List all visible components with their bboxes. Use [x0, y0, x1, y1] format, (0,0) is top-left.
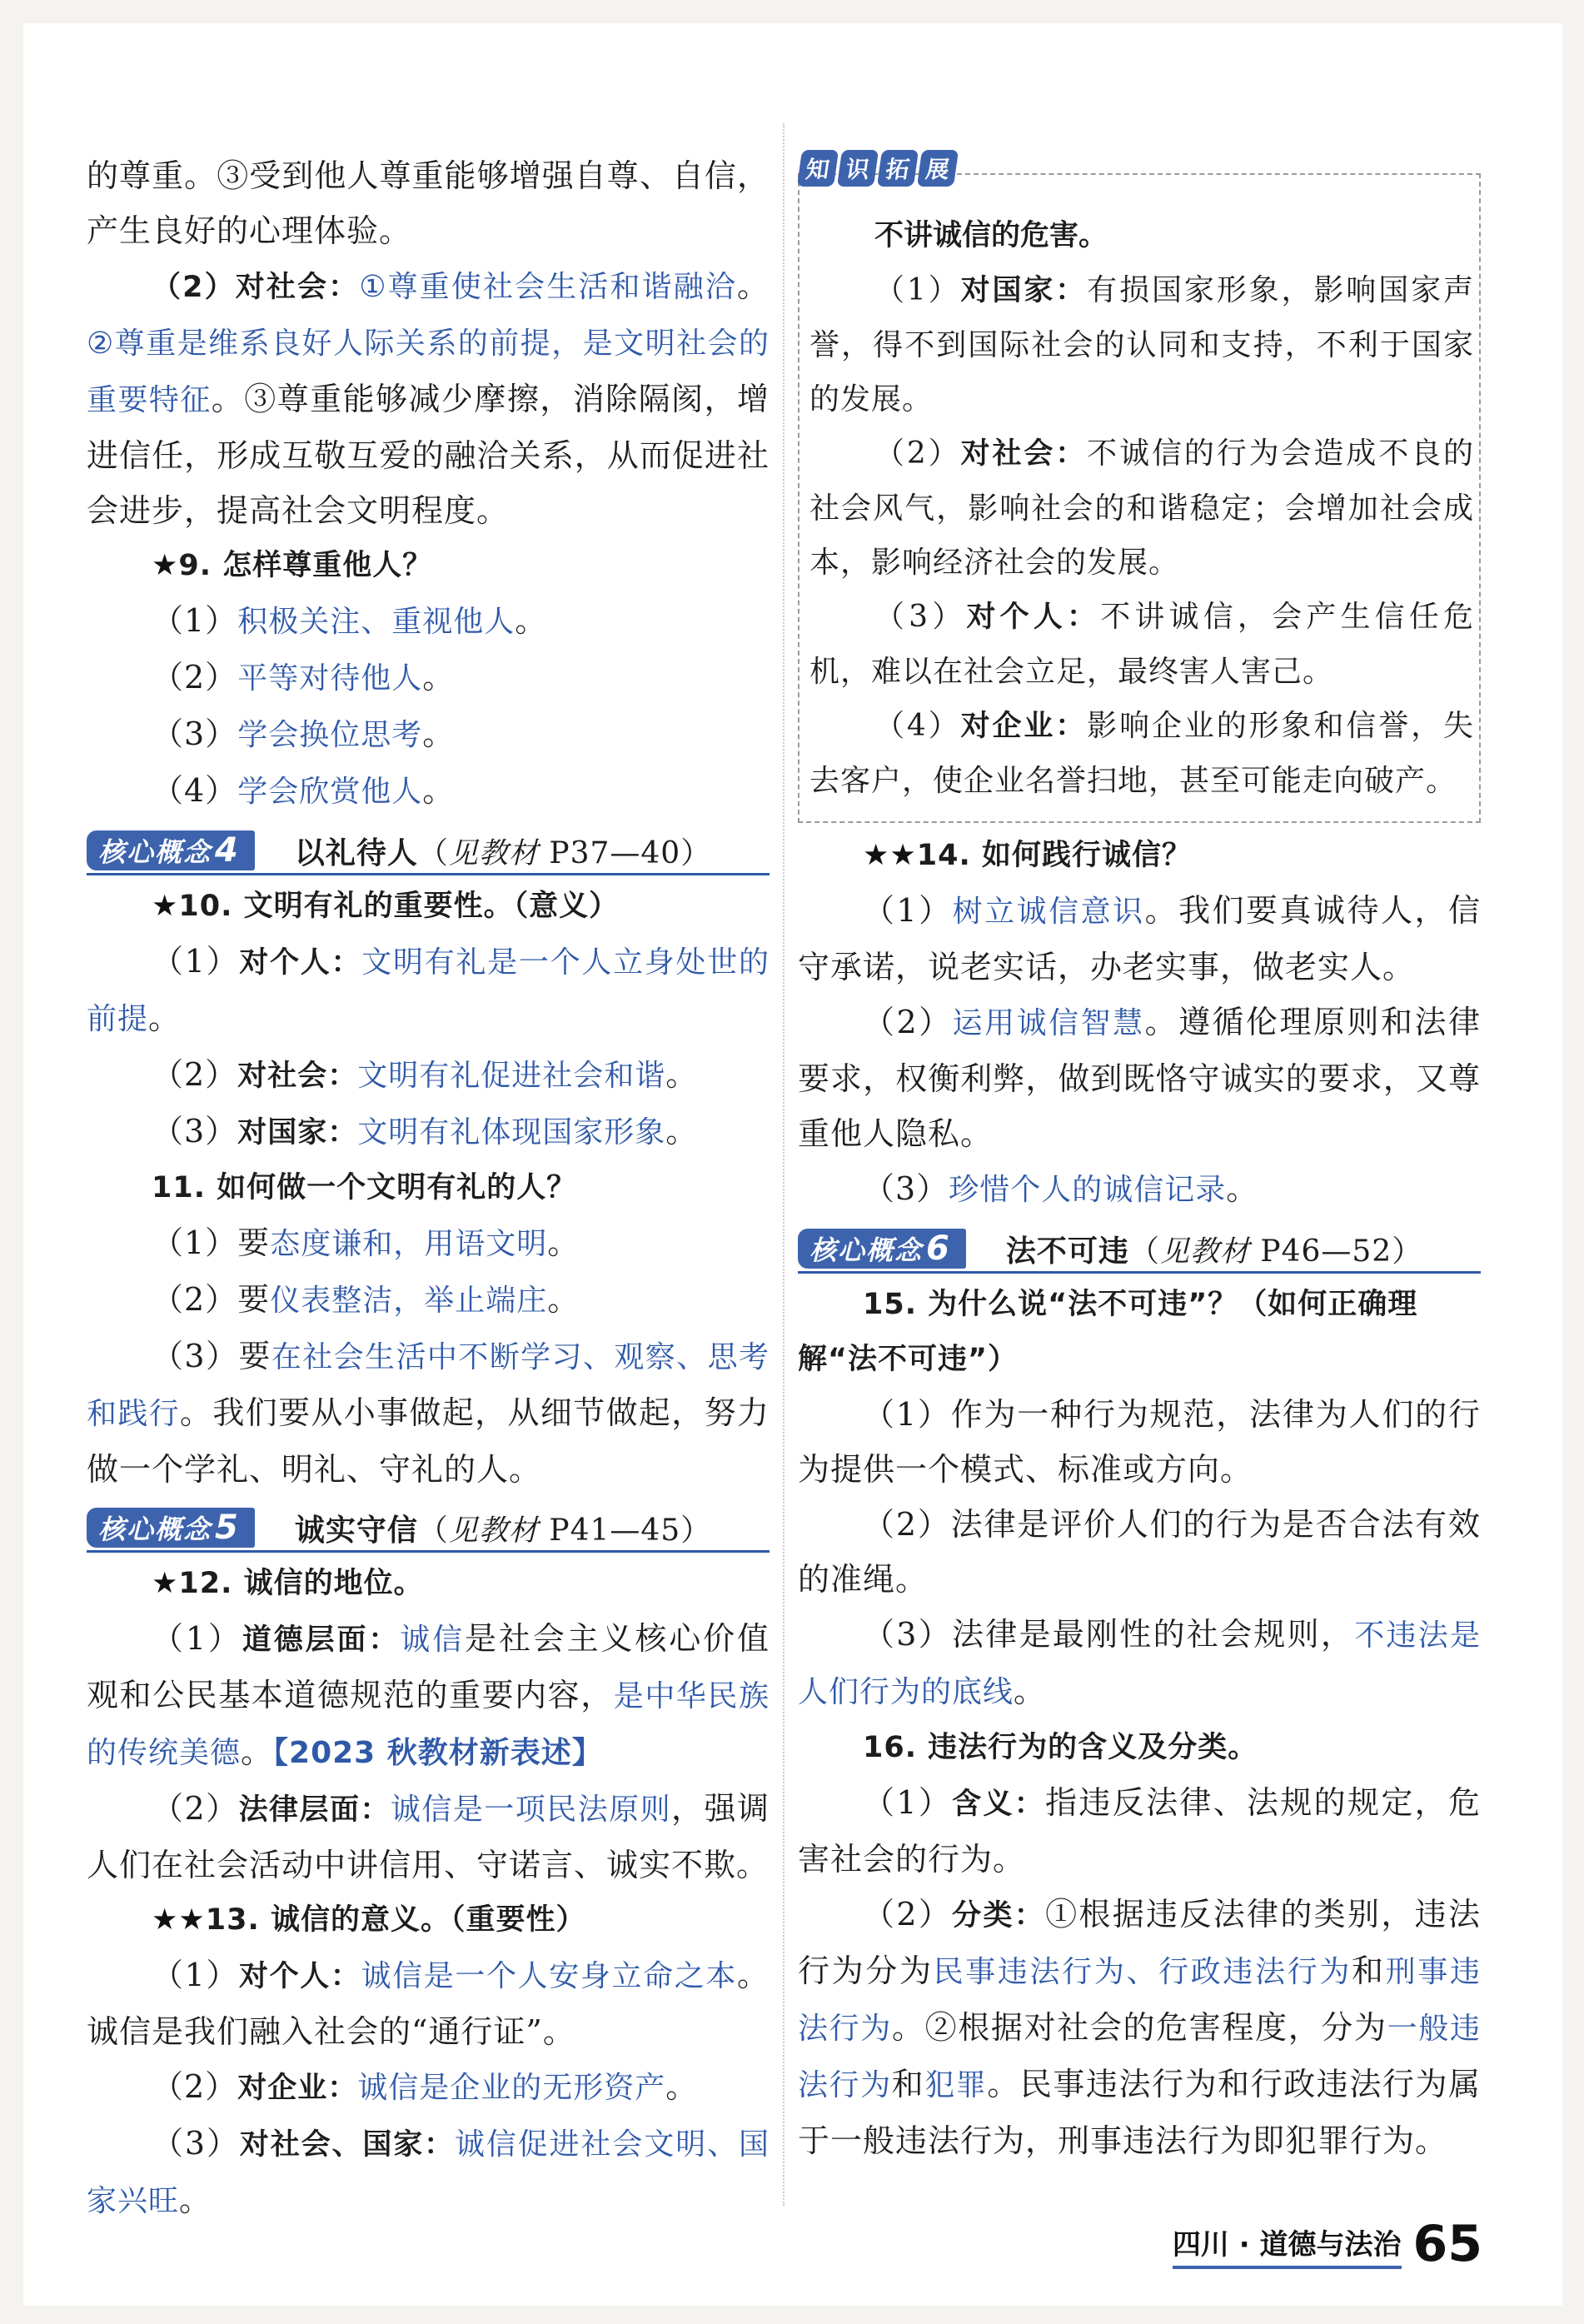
ext-tag: 识 [837, 150, 879, 187]
ext-tag: 展 [917, 150, 959, 187]
extension-title: 不讲诚信的危害。 [874, 219, 1108, 252]
q9-item-1: （1）积极关注、重视他人。 [152, 602, 548, 639]
concept-4-header [87, 828, 770, 875]
question-9-heading: ★9. 怎样尊重他人？ [152, 549, 433, 582]
concept-4-badge: 核心概念 4 [87, 830, 255, 870]
q9-item-3: （3）学会换位思考。 [152, 716, 456, 752]
concept-6-badge: 核心概念 6 [798, 1229, 966, 1269]
concept-5-title: 诚实守信（见教材 P41—45） [294, 1513, 712, 1548]
question-11-heading: 11. 如何做一个文明有礼的人？ [152, 1171, 577, 1204]
q13-item-2: （2）对企业：诚信是企业的无形资产。 [152, 2068, 699, 2105]
knowledge-extension-box [798, 156, 1481, 823]
column-divider [783, 123, 785, 2206]
intro-paragraph: 的尊重。③受到他人尊重能够增强自尊、自信，产生良好的心理体验。 [87, 157, 770, 249]
q14-item-1: （1）树立诚信意识。我们要真诚待人，信守承诺，说老实话，办老实事，做老实人。 [798, 892, 1481, 985]
textbook-page [23, 23, 1562, 2306]
q14-item-3: （3）珍惜个人的诚信记录。 [863, 1170, 1259, 1207]
ext-item-3: （3）对个人：不讲诚信，会产生信任危机，难以在社会立足，最终害人害己。 [809, 600, 1474, 689]
ext-tag: 拓 [877, 150, 919, 187]
q10-item-3: （3）对国家：文明有礼体现国家形象。 [152, 1113, 699, 1150]
q14-item-2: （2）运用诚信智慧。遵循伦理原则和法律要求，权衡利弊，做到既恪守诚实的要求，又尊重他人隐私。 [798, 1004, 1481, 1152]
ext-item-4: （4）对企业：影响企业的形象和信誉，失去客户，使企业名誉扫地，甚至可能走向破产。 [809, 709, 1474, 798]
concept-6-header [798, 1226, 1481, 1274]
question-16-heading: 16. 违法行为的含义及分类。 [863, 1731, 1258, 1764]
respect-society-paragraph: （2）对社会：①尊重使社会生活和谐融洽。②尊重是维系良好人际关系的前提，是文明社会的重要特征。③尊重能够减少摩擦，消除隔阂，增进信任，形成互敬互爱的融洽关系，从而促进社会进步，提高社会文明程度。 [87, 267, 770, 529]
concept-5-badge: 核心概念 5 [87, 1508, 255, 1548]
q15-item-3: （3）法律是最刚性的社会规则，不违法是人们行为的底线。 [798, 1616, 1481, 1709]
q12-item-2: （2）法律层面：诚信是一项民法原则，强调人们在社会活动中讲信用、守诺言、诚实不欺。 [87, 1790, 770, 1883]
right-column [798, 156, 1481, 2168]
q16-item-2: （2）分类：①根据违反法律的类别，违法行为分为民事违法行为、行政违法行为和刑事违法行为。②根据对社会的危害程度，分为一般违法行为和犯罪。民事违法行为和行政违法行为属于一般违法行为，刑事违法行为即犯罪行为。 [798, 1896, 1481, 2159]
concept-6-title: 法不可违（见教材 P46—52） [1005, 1234, 1423, 1269]
q13-item-1: （1）对个人：诚信是一个人安身立命之本。诚信是我们融入社会的“通行证”。 [87, 1957, 770, 2050]
q11-item-3: （3）要在社会生活中不断学习、观察、思考和践行。我们要从小事做起，从细节做起，努力做一个学礼、明礼、守礼的人。 [87, 1338, 770, 1488]
footer-region-subject: 四川 · 道德与法治 [1173, 2222, 1402, 2269]
question-10-heading: ★10. 文明有礼的重要性。（意义） [152, 890, 620, 923]
new-textbook-tag: 【2023 秋教材新表述】 [273, 1736, 603, 1770]
concept-4-title: 以礼待人（见教材 P37—40） [294, 835, 712, 870]
q15-item-2: （2）法律是评价人们的行为是否合法有效的准绳。 [798, 1506, 1481, 1598]
q12-item-1: （1）道德层面：诚信是社会主义核心价值观和公民基本道德规范的重要内容，是中华民族的传统美德。【2023 秋教材新表述】 [87, 1620, 770, 1770]
question-15-heading: 15. 为什么说“法不可违”？（如何正确理解“法不可违”） [798, 1288, 1418, 1376]
ext-item-2: （2）对社会：不诚信的行为会造成不良的社会风气，影响社会的和谐稳定；会增加社会成本，影响经济社会的发展。 [809, 436, 1474, 580]
concept-5-header [87, 1505, 770, 1553]
q9-item-4: （4）学会欣赏他人。 [152, 772, 456, 809]
question-12-heading: ★12. 诚信的地位。 [152, 1567, 424, 1600]
question-13-heading: ★★13. 诚信的意义。（重要性） [152, 1903, 586, 1937]
ext-tag: 知 [797, 150, 839, 187]
page-number: 65 [1412, 2215, 1482, 2273]
q10-item-2: （2）对社会：文明有礼促进社会和谐。 [152, 1056, 699, 1093]
q9-item-2: （2）平等对待他人。 [152, 659, 456, 696]
question-14-heading: ★★14. 如何践行诚信？ [863, 839, 1192, 872]
q16-item-1: （1）含义：指违反法律、法规的规定，危害社会的行为。 [798, 1784, 1481, 1878]
knowledge-extension-tags [799, 150, 956, 187]
page-footer [1172, 2215, 1482, 2273]
q13-item-3: （3）对社会、国家：诚信促进社会文明、国家兴旺。 [87, 2125, 770, 2218]
q15-item-1: （1）作为一种行为规范，法律为人们的行为提供一个模式、标准或方向。 [798, 1396, 1481, 1488]
q11-item-1: （1）要态度谦和，用语文明。 [152, 1224, 580, 1261]
ext-item-1: （1）对国家：有损国家形象，影响国家声誉，得不到国际社会的认同和支持，不利于国家的发展。 [809, 273, 1474, 416]
q10-item-1: （1）对个人：文明有礼是一个人立身处世的前提。 [87, 943, 770, 1036]
left-column [87, 148, 770, 2229]
q11-item-2: （2）要仪表整洁，举止端庄。 [152, 1281, 580, 1318]
